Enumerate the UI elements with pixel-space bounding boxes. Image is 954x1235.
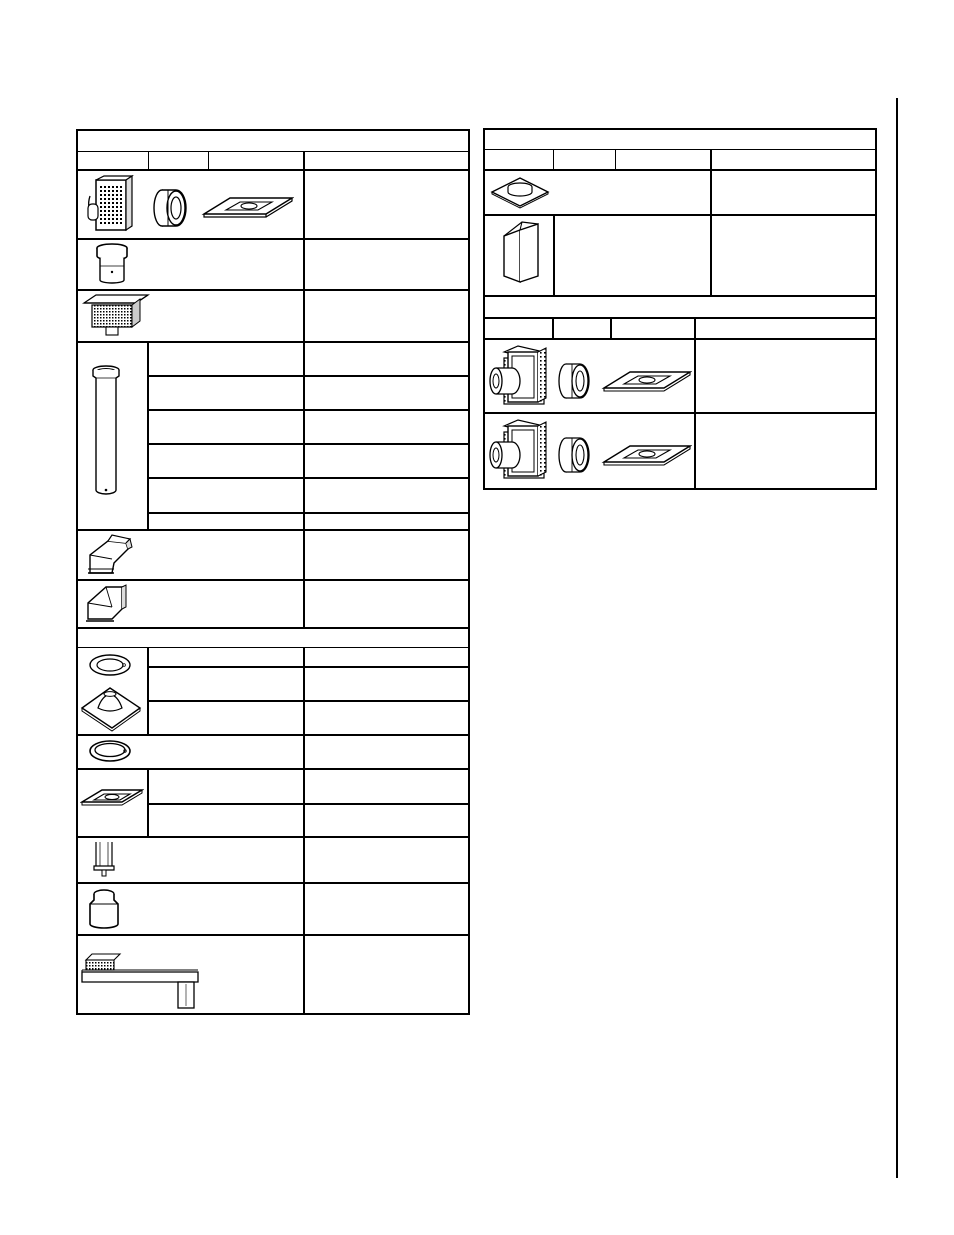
left-table-line (77, 734, 469, 736)
pipe-adapter-icon (92, 242, 132, 286)
firestop-plate-icon (200, 194, 294, 220)
wall-thimble-icon (556, 360, 594, 402)
left-table-line (148, 803, 469, 805)
left-table-line (148, 477, 469, 479)
left-table-line (77, 579, 469, 581)
right-table-line (615, 149, 616, 170)
wall-thimble-icon (150, 186, 190, 230)
roof-flashing-icon (80, 684, 142, 732)
left-table-line (77, 169, 469, 171)
left-table-line (77, 529, 469, 531)
left-table-line (77, 627, 469, 629)
right-table-line (484, 317, 876, 319)
left-table-line (303, 647, 305, 1015)
left-table-line (148, 666, 469, 668)
vent-cap-icon (84, 174, 136, 236)
elbow-45-icon (82, 533, 134, 577)
right-table-line (694, 317, 696, 490)
left-table-line (148, 443, 469, 445)
elbow-90-icon (82, 583, 134, 625)
left-table-line (77, 768, 469, 770)
left-table-line (147, 341, 149, 530)
right-margin-rule (896, 98, 898, 1178)
trim-collar-icon (88, 738, 132, 764)
ceiling-firestop-icon (490, 174, 550, 210)
square-vent-cap-icon (488, 418, 552, 484)
left-table-line (77, 882, 469, 884)
right-table-line (552, 317, 554, 339)
firestop-plate-icon (600, 368, 692, 394)
right-table-line (710, 149, 712, 296)
roof-support-box-icon (82, 293, 150, 337)
left-table-line (77, 341, 469, 343)
square-vent-cap-icon (488, 344, 552, 410)
right-table-line (610, 317, 612, 339)
left-table-line (77, 836, 469, 838)
left-table-line (147, 647, 149, 735)
storm-collar-icon (88, 652, 132, 678)
left-table-line (148, 375, 469, 377)
left-table-line (77, 934, 469, 936)
right-table-line (484, 169, 876, 171)
left-table-line (148, 700, 469, 702)
snorkel-termination-icon (80, 950, 204, 1012)
firestop-plate-icon (600, 442, 692, 468)
wall-thimble-icon (556, 434, 594, 476)
left-table-line (77, 151, 469, 152)
right-table-line (553, 149, 554, 170)
right-table-line (553, 214, 555, 296)
wall-shield-icon (500, 220, 542, 286)
right-table-line (484, 412, 876, 414)
left-table-line (148, 151, 149, 170)
right-table-line (484, 295, 876, 297)
left-table-line (77, 289, 469, 291)
left-table-line (148, 409, 469, 411)
left-table-line (303, 151, 305, 628)
left-table-line (77, 647, 469, 648)
pipe-strap-icon (86, 840, 122, 880)
flat-firestop-icon (80, 786, 144, 812)
right-table-line (484, 149, 876, 150)
left-table-line (147, 768, 149, 837)
vent-pipe-icon (86, 362, 126, 498)
left-table-line (148, 512, 469, 514)
vent-terminal-icon (86, 886, 122, 930)
left-table-line (208, 151, 209, 170)
right-table-line (484, 214, 876, 216)
left-table-line (77, 238, 469, 240)
right-table-line (484, 338, 876, 340)
